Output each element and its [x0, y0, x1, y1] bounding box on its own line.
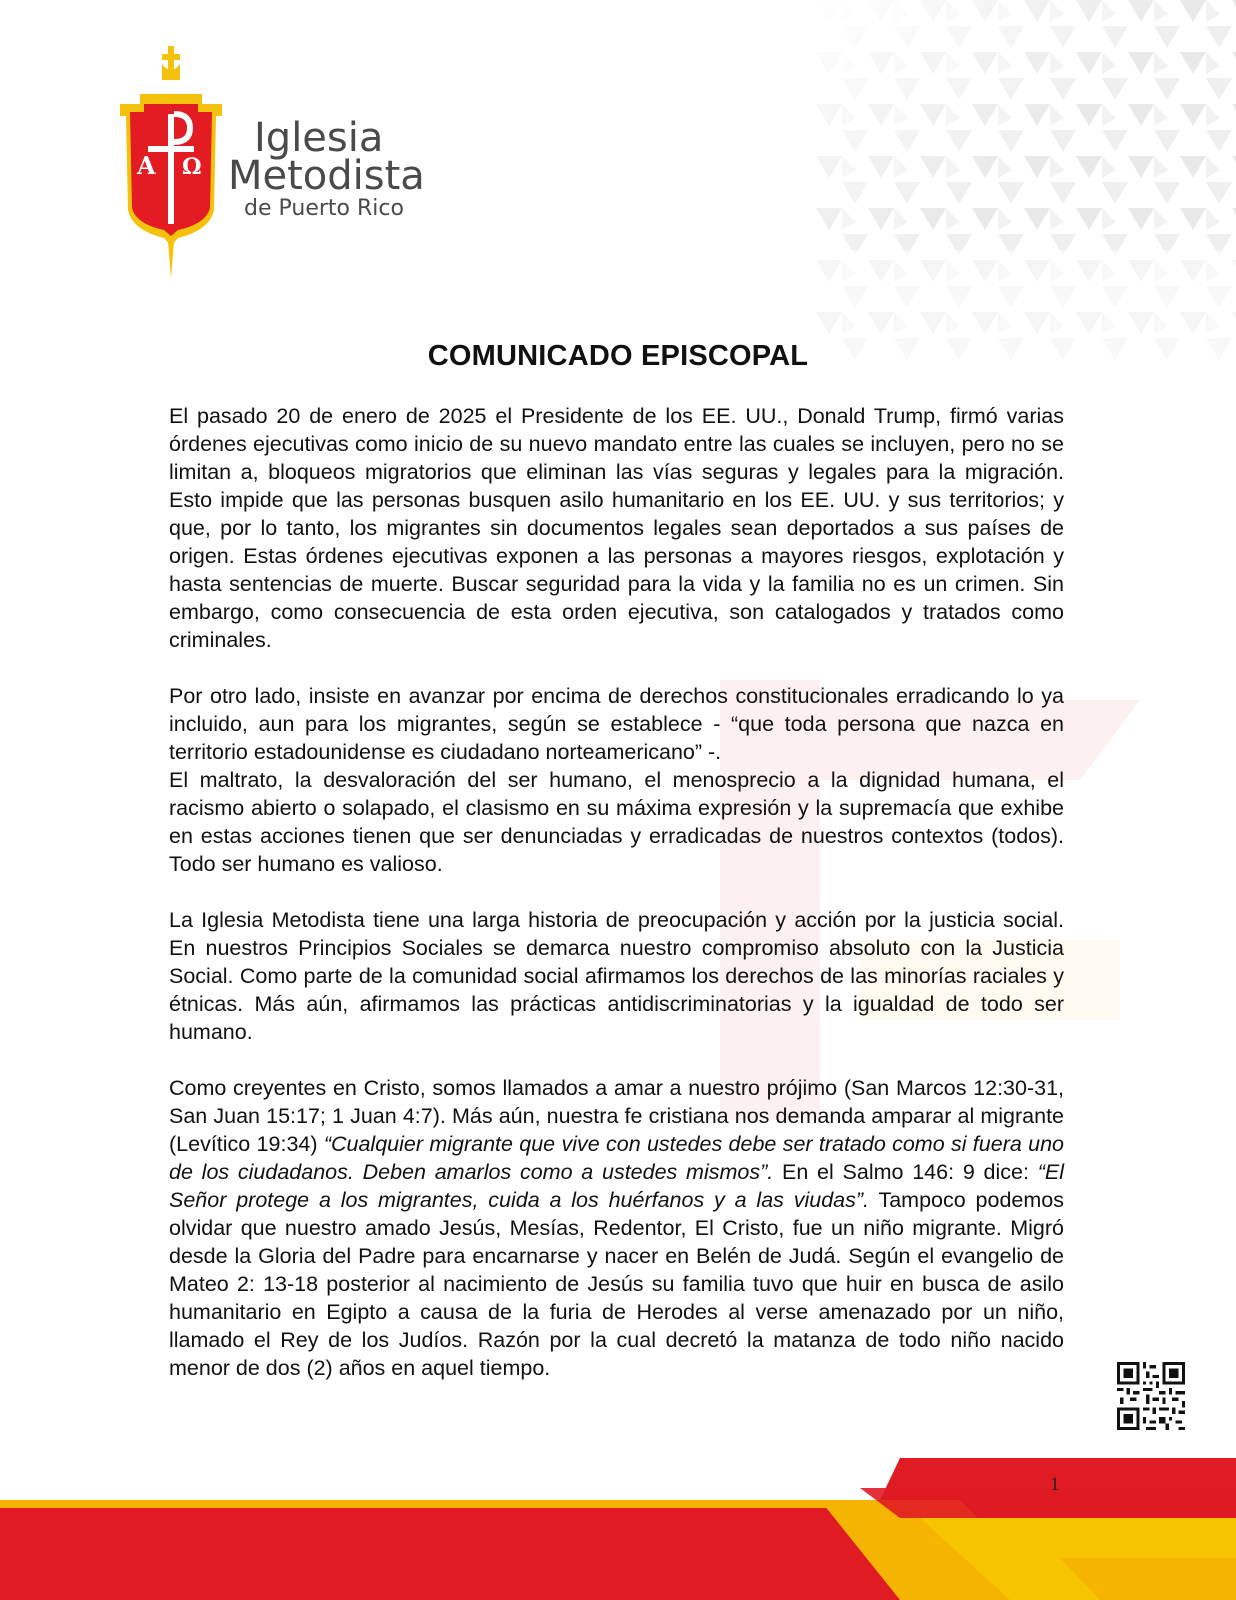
svg-text:A: A: [137, 151, 156, 180]
paragraph-2-part-a: Por otro lado, insiste en avanzar por encima de derechos constitucionales erradicando lo ya incluido, aun para los migrantes, según se establece - “que toda persona que nazca en territorio estadounidense es ciudadano norteamericano” -.: [169, 684, 1064, 764]
triangle-pattern-decoration: [816, 0, 1236, 360]
paragraph-1: El pasado 20 de enero de 2025 el Presidente de los EE. UU., Donald Trump, firmó varias órdenes ejecutivas como inicio de su nuevo mandato entre las cuales se incluyen, pero no se limitan a, bloqueos migratorios que eliminan las vías seguras y legales para la migración. Esto impide que las personas busquen asilo humanitario en los EE. UU. y sus territorios; y que, por lo tanto, los migrantes sin documentos legales sean deportados a sus países de origen. Estas órdenes ejecutivas exponen a las personas a mayores riesgos, explotación y hasta sentencias de muerte. Buscar seguridad para la vida y la familia no es un crimen. Sin embargo, como consecuencia de esta orden ejecutiva, son catalogados y tratados como criminales.: [169, 404, 1064, 652]
logo-line-metodista: Metodista: [228, 153, 425, 199]
paragraph-4: [169, 1074, 1064, 1382]
paragraph-3: La Iglesia Metodista tiene una larga historia de preocupación y acción por la justicia social. En nuestros Principios Sociales se demarca nuestro compromiso absoluto con la Justicia Social. Como parte de la comunidad social afirmamos los derechos de las minorías raciales y étnicas. Más aún, afirmamos las prácticas antidiscriminatorias y la igualdad de todo ser humano.: [169, 908, 1064, 1044]
logo-wordmark: [228, 115, 425, 221]
logo-line-puerto-rico: de Puerto Rico: [244, 196, 404, 221]
paragraph-2-part-b: El maltrato, la desvaloración del ser humano, el menosprecio a la dignidad humana, el racismo abierto o solapado, el clasismo en su máxima expresión y la supremacía que exhibe en estas acciones tienen que ser denunciadas y erradicadas de nuestros contextos (todos). Todo ser humano es valioso.: [169, 768, 1064, 876]
svg-text:Ω: Ω: [182, 154, 202, 180]
paragraph-4-text-1: Como creyentes en Cristo, somos llamados a amar a nuestro prójimo (San Marcos 12:30-31, San Juan 15:17; 1 Juan 4:7). Más aún, nuestra fe cristiana nos demanda amparar al migrante (Levítico 19:34): [169, 1076, 1064, 1156]
paragraph-4-text-2: En el Salmo 146: 9 dice:: [773, 1160, 1038, 1184]
paragraph-4-text-3: Tampoco podemos olvidar que nuestro amado Jesús, Mesías, Redentor, El Cristo, fue un niño migrante. Migró desde la Gloria del Padre para encarnarse y nacer en Belén de Judá. Según el evangelio de Mateo 2: 13-18 posterior al nacimiento de Jesús su familia tuvo que huir en busca de asilo humanitario en Egipto a causa de la furia de Herodes al verse amenazado por un niño, llamado el Rey de los Judíos. Razón por la cual decretó la matanza de todo niño nacido menor de dos (2) años en aquel tiempo.: [169, 1188, 1064, 1380]
document-body: [169, 402, 1064, 1382]
qr-code-icon: [1117, 1362, 1185, 1430]
logo-line-iglesia: Iglesia: [254, 115, 384, 161]
document-title: COMUNICADO EPISCOPAL: [427, 340, 809, 372]
paragraph-4-quote-leviticus: “Cualquier migrante que vive con ustedes debe ser tratado como si fuera uno de los ciudadanos. Deben amarlos como a ustedes mismos”.: [169, 1132, 1064, 1184]
page-number: 1: [1050, 1474, 1060, 1495]
paragraph-2: [169, 682, 1064, 878]
paragraph-4-quote-salmo: “El Señor protege a los migrantes, cuida a los huérfanos y a las viudas”.: [169, 1160, 1064, 1212]
